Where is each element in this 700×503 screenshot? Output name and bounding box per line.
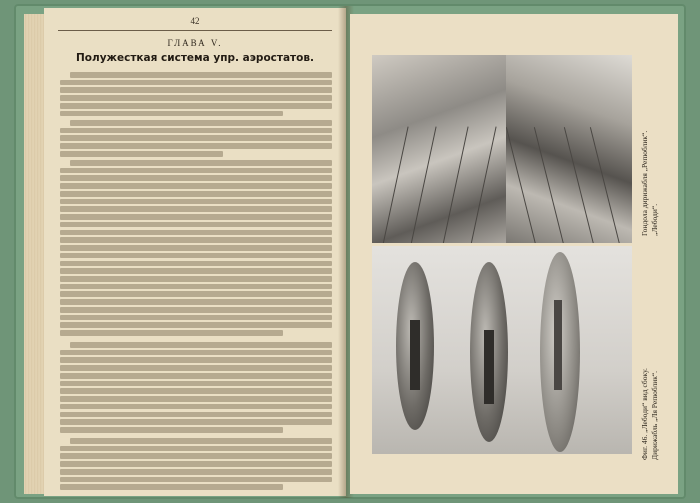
section-title: Полужесткая система упр. аэростатов. (76, 52, 314, 64)
body-text-paragraph-5 (60, 438, 332, 492)
header-rule (58, 30, 332, 31)
airship-gondola (554, 300, 562, 390)
body-text-paragraph-4 (60, 342, 332, 435)
page-edges (24, 14, 46, 494)
body-text-paragraph-2 (60, 120, 332, 159)
caption-top: Гондола дирижабля „Репюблик“. „Лебоди“. (640, 130, 659, 236)
photo-gondola-rigging-right (506, 55, 632, 243)
left-page (44, 8, 346, 496)
airship-gondola (410, 320, 420, 390)
caption-bottom: Фиг. 46. „Лебоди“ вид сбоку. Дирижабль „Ля Репюблик“. (640, 368, 659, 460)
page-number: 42 (190, 16, 200, 26)
body-text-paragraph-1 (60, 72, 332, 118)
body-text-paragraph-3 (60, 160, 332, 338)
chapter-heading: ГЛАВА V. (167, 38, 223, 48)
airship-gondola (484, 330, 494, 404)
photo-gondola-rigging-left (372, 55, 506, 243)
